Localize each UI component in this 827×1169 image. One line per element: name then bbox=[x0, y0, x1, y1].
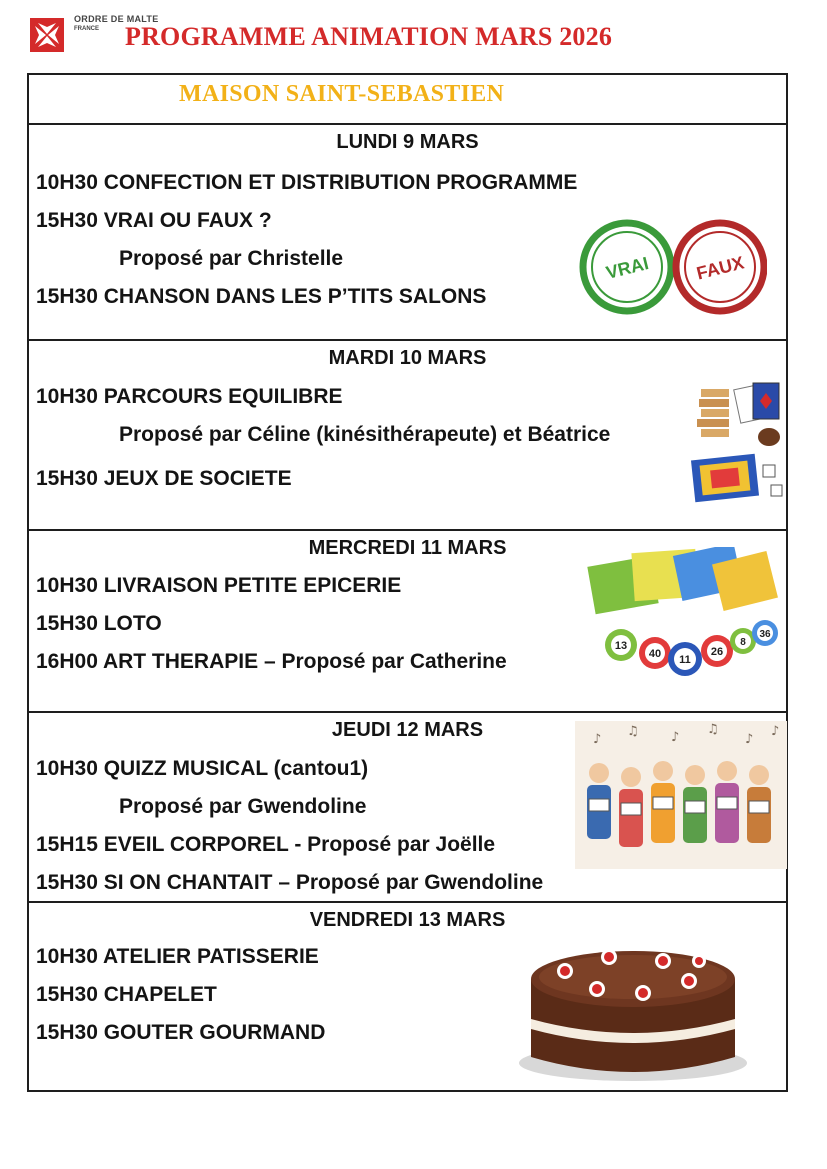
day-friday bbox=[29, 903, 786, 1090]
day-title: MARDI 10 MARS bbox=[328, 347, 487, 369]
activity-proposer: Proposé par Gwendoline bbox=[119, 795, 367, 818]
activity-line: 15H30 CHAPELET bbox=[36, 983, 217, 1006]
svg-text:♫: ♫ bbox=[707, 722, 719, 737]
loto-ball-number: 26 bbox=[710, 646, 724, 658]
loto-balls-icon bbox=[605, 620, 778, 676]
day-title: LUNDI 9 MARS bbox=[336, 131, 479, 153]
day-title: MERCREDI 11 MARS bbox=[308, 537, 507, 559]
logo-org-text: ORDRE DE MALTE bbox=[74, 14, 159, 24]
page-title: PROGRAMME ANIMATION MARS 2026 bbox=[125, 22, 613, 51]
svg-text:♪: ♪ bbox=[745, 732, 754, 747]
activity-line: 10H30 QUIZZ MUSICAL (cantou1) bbox=[36, 757, 369, 780]
activity-line: 10H30 PARCOURS EQUILIBRE bbox=[36, 385, 343, 408]
svg-text:♪: ♪ bbox=[671, 730, 680, 745]
activity-line: 15H30 JEUX DE SOCIETE bbox=[36, 467, 292, 490]
dice-icon bbox=[763, 465, 775, 477]
faux-stamp-text: FAUX bbox=[694, 252, 746, 284]
day-monday bbox=[29, 125, 786, 341]
activity-line: 15H30 SI ON CHANTAIT – Proposé par Gwendoline bbox=[36, 871, 544, 894]
loto-ball-number: 40 bbox=[648, 648, 662, 660]
activity-line: 10H30 CONFECTION ET DISTRIBUTION PROGRAMME bbox=[36, 171, 578, 194]
day-thursday bbox=[29, 713, 786, 903]
choir-singers-image bbox=[575, 721, 787, 869]
activity-line: 15H30 VRAI OU FAUX ? bbox=[36, 209, 272, 232]
board-games-image bbox=[689, 379, 786, 509]
activity-line: 15H30 LOTO bbox=[36, 612, 162, 635]
house-name: MAISON SAINT-SEBASTIEN bbox=[179, 81, 505, 107]
house-header bbox=[29, 75, 786, 125]
maltese-cross-icon bbox=[30, 18, 64, 52]
loto-cards-icon bbox=[587, 547, 778, 614]
activity-line: 15H30 CHANSON DANS LES P’TITS SALONS bbox=[36, 285, 487, 308]
vrai-stamp-text: VRAI bbox=[603, 253, 651, 283]
loto-ball-number: 8 bbox=[740, 637, 746, 648]
day-title: JEUDI 12 MARS bbox=[331, 719, 484, 741]
game-board-icon bbox=[691, 454, 759, 502]
loto-ball-number: 13 bbox=[614, 640, 628, 652]
svg-text:♪: ♪ bbox=[771, 724, 780, 739]
faux-stamp-icon bbox=[676, 223, 764, 311]
vrai-stamp-icon bbox=[583, 223, 671, 311]
playing-cards-icon bbox=[734, 383, 779, 423]
dice-icon bbox=[771, 485, 782, 496]
svg-text:♪: ♪ bbox=[593, 732, 602, 747]
dice-cup-icon bbox=[758, 428, 780, 446]
activity-line: 15H30 GOUTER GOURMAND bbox=[36, 1021, 326, 1044]
loto-ball-number: 36 bbox=[759, 629, 771, 640]
order-of-malta-logo bbox=[30, 10, 159, 60]
loto-image bbox=[581, 547, 781, 687]
wooden-tower-icon bbox=[697, 389, 729, 437]
day-wednesday bbox=[29, 531, 786, 713]
vrai-faux-stamps-image bbox=[577, 217, 767, 317]
activity-line: 10H30 LIVRAISON PETITE EPICERIE bbox=[36, 574, 402, 597]
logo-country-text: FRANCE bbox=[74, 26, 99, 32]
loto-ball-number: 11 bbox=[679, 654, 691, 666]
day-tuesday bbox=[29, 341, 786, 531]
svg-text:♫: ♫ bbox=[627, 724, 639, 739]
activity-line: 10H30 ATELIER PATISSERIE bbox=[36, 945, 319, 968]
activity-line: 15H15 EVEIL CORPOREL - Proposé par Joëlle bbox=[36, 833, 496, 856]
activity-line: 16H00 ART THERAPIE – Proposé par Catherine bbox=[36, 650, 507, 673]
program-frame bbox=[27, 73, 788, 1092]
chocolate-cake-image bbox=[513, 931, 753, 1087]
day-title: VENDREDI 13 MARS bbox=[309, 909, 506, 931]
activity-proposer: Proposé par Christelle bbox=[119, 247, 344, 270]
activity-proposer: Proposé par Céline (kinésithérapeute) et Béatrice bbox=[119, 423, 611, 446]
